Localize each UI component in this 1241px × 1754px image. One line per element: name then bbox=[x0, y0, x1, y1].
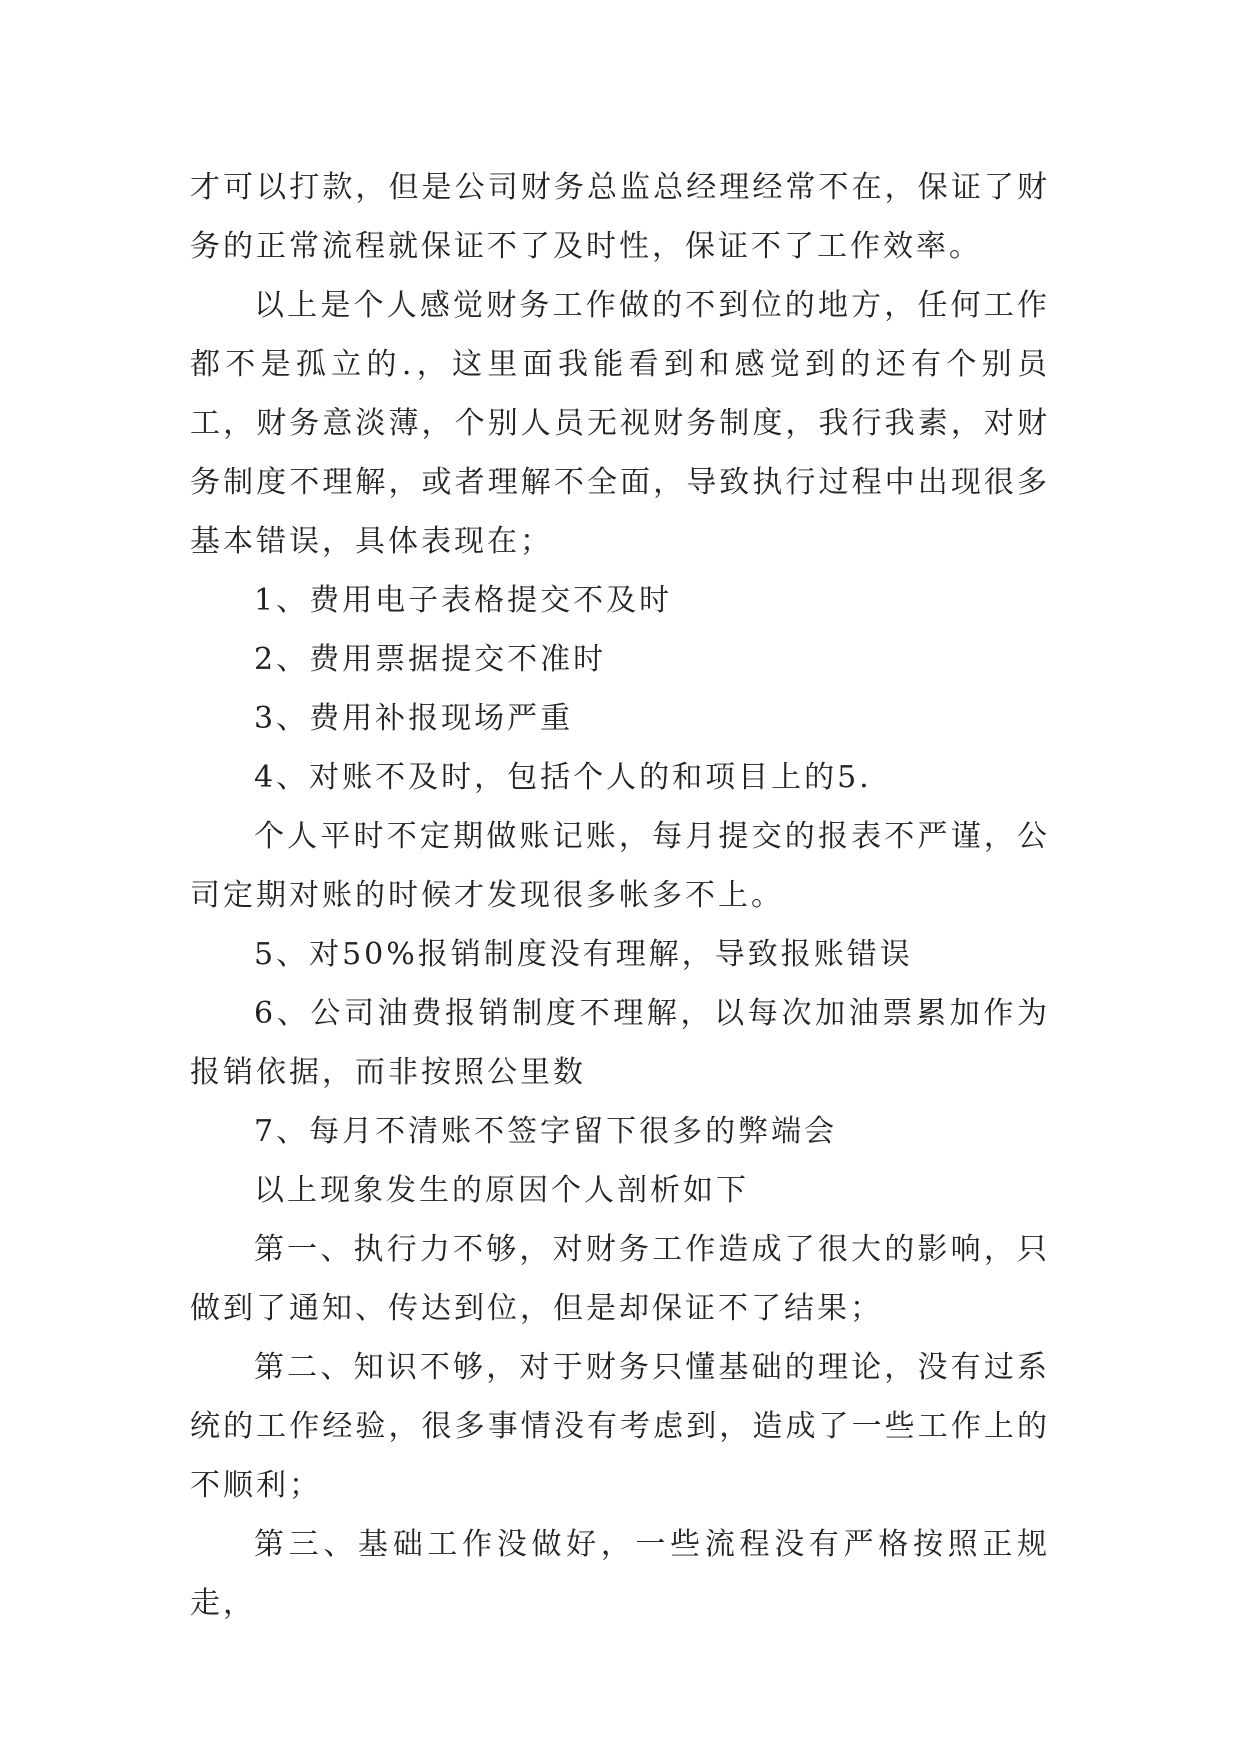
list-item-4: 4、对账不及时，包括个人的和项目上的5. bbox=[254, 760, 872, 795]
paragraph-2: 以上是个人感觉财务工作做的不到位的地方，任何工作都不是孤立的.，这里面我能看到和感觉到的还有个别员工，财务意淡薄，个别人员无视财务制度，我行我素，对财务制度不理解，或者理解不全面，导致执行过程中出现很多基本错误，具体表现在； bbox=[190, 288, 1050, 559]
paragraph-4: 以上现象发生的原因个人剖析如下 bbox=[254, 1173, 749, 1208]
reason-first: 第一、执行力不够，对财务工作造成了很大的影响，只做到了通知、传达到位，但是却保证不了结果； bbox=[190, 1232, 1050, 1326]
paragraph-3: 个人平时不定期做账记账，每月提交的报表不严谨，公司定期对账的时候才发现很多帐多不上。 bbox=[190, 819, 1050, 913]
list-item-5: 5、对50%报销制度没有理解，导致报账错误 bbox=[254, 937, 913, 972]
paragraph-1: 才可以打款，但是公司财务总监总经理经常不在，保证了财务的正常流程就保证不了及时性，保证不了工作效率。 bbox=[190, 170, 1050, 264]
list-item-6: 6、公司油费报销制度不理解，以每次加油票累加作为报销依据，而非按照公里数 bbox=[190, 996, 1050, 1090]
list-item-1: 1、费用电子表格提交不及时 bbox=[254, 583, 673, 618]
reason-second: 第二、知识不够，对于财务只懂基础的理论，没有过系统的工作经验，很多事情没有考虑到，造成了一些工作上的不顺利； bbox=[190, 1350, 1050, 1503]
document-body bbox=[190, 158, 1050, 1633]
list-item-2: 2、费用票据提交不准时 bbox=[254, 642, 607, 677]
list-item-3: 3、费用补报现场严重 bbox=[254, 701, 574, 736]
reason-third: 第三、基础工作没做好，一些流程没有严格按照正规走， bbox=[190, 1527, 1050, 1621]
list-item-7: 7、每月不清账不签字留下很多的弊端会 bbox=[254, 1114, 838, 1149]
